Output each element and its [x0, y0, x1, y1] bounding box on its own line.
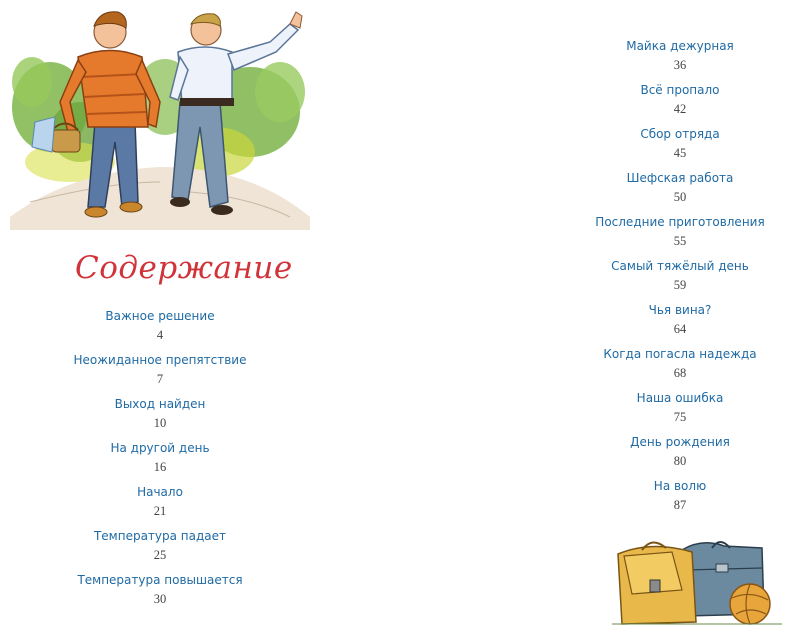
toc-entry-title: Начало — [137, 485, 183, 499]
toc-entry — [137, 484, 183, 528]
toc-entry-page: 25 — [153, 548, 167, 562]
toc-entry-page: 75 — [673, 410, 687, 424]
toc-entry — [611, 258, 749, 302]
toc-entry-title: Чья вина? — [648, 303, 712, 317]
toc-entry-title: Температура падает — [93, 529, 227, 543]
toc-entry-title: День рождения — [630, 435, 730, 449]
toc-entry-page: 50 — [673, 190, 687, 204]
toc-column-right — [560, 38, 791, 522]
toc-entry-page: 42 — [673, 102, 687, 116]
toc-entry-page: 59 — [673, 278, 687, 292]
toc-entry — [105, 308, 214, 352]
toc-entry-page: 80 — [673, 454, 687, 468]
toc-entry-title: Наша ошибка — [636, 391, 724, 405]
toc-entry-page: 36 — [673, 58, 687, 72]
toc-entry-title: Всё пропало — [640, 83, 720, 97]
toc-entry-title: На волю — [653, 479, 707, 493]
toc-entry — [74, 352, 247, 396]
toc-column-left — [40, 308, 280, 616]
toc-entry — [603, 346, 756, 390]
toc-entry-page: 87 — [673, 498, 687, 512]
toc-entry-page: 30 — [153, 592, 167, 606]
page-title: Содержание — [75, 250, 293, 286]
toc-entry-page: 68 — [673, 366, 687, 380]
toc-entry — [627, 170, 734, 214]
toc-entry-title: Важное решение — [105, 309, 215, 323]
toc-entry — [649, 302, 712, 346]
toc-entry — [637, 390, 724, 434]
toc-entry-title: Самый тяжёлый день — [611, 259, 749, 273]
toc-entry-title: Майка дежурная — [626, 39, 734, 53]
bushes — [12, 57, 305, 182]
toc-entry-title: На другой день — [110, 441, 210, 455]
toc-entry-title: Неожиданное препятствие — [73, 353, 247, 367]
ball — [730, 584, 770, 624]
toc-entry-title: Когда погасла надежда — [603, 347, 757, 361]
toc-entry-page: 55 — [673, 234, 687, 248]
toc-entry-title: Температура повышается — [77, 573, 243, 587]
toc-entry — [115, 396, 206, 440]
school-bags-and-ball-illustration — [612, 530, 782, 626]
toc-entry-page: 4 — [156, 328, 164, 342]
satchel-yellow — [618, 542, 696, 624]
toc-entry-page: 45 — [673, 146, 687, 160]
toc-entry — [94, 528, 226, 572]
toc-entry-page: 21 — [153, 504, 167, 518]
toc-entry-page: 64 — [673, 322, 687, 336]
toc-entry — [626, 38, 734, 82]
toc-entry — [110, 440, 209, 484]
toc-entry — [77, 572, 242, 616]
toc-entry — [595, 214, 764, 258]
toc-entry-page: 10 — [153, 416, 167, 430]
toc-entry — [640, 82, 719, 126]
toc-entry-title: Сбор отряда — [640, 127, 720, 141]
toc-entry-title: Последние приготовления — [595, 215, 765, 229]
two-boys-walking-illustration — [10, 2, 310, 230]
toc-entry-title: Выход найден — [114, 397, 206, 411]
toc-entry — [640, 126, 719, 170]
toc-entry — [630, 434, 730, 478]
toc-entry-title: Шефская работа — [626, 171, 734, 185]
toc-entry-page: 16 — [153, 460, 167, 474]
toc-entry — [654, 478, 706, 522]
toc-entry-page: 7 — [156, 372, 164, 386]
